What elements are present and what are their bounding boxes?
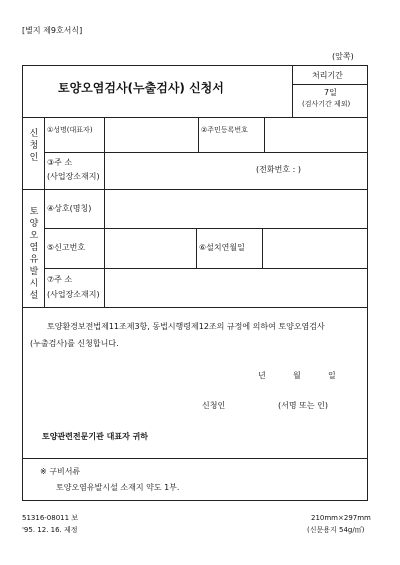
report-number-label: ⑤신고번호 [47,243,86,252]
date-month: 월 [293,371,301,380]
footer-paper: (신문용지 54g/㎡) [307,526,365,534]
footer-code: 51316-08011 보 [22,514,79,522]
resident-number-label: ②주민등록번호 [201,126,248,134]
date-day: 일 [328,371,336,380]
signature-label: 신청인 [202,401,226,410]
statement-line-1: 토양환경보전법제11조제3항, 동법시행령제12조의 규정에 의하여 토양오염검사 [47,322,325,331]
phone-label: (전화번호 : ) [256,165,301,174]
side-label: (앞쪽) [332,52,354,61]
trade-name-label: ④상호(명칭) [47,204,92,213]
processing-label: 처리기간 [312,71,343,80]
facility-address-label: ⑦주 소 [47,275,73,284]
processing-note: (검사기간 제외) [302,100,351,108]
date-year: 년 [258,371,266,380]
install-date-label: ⑥설치연월일 [199,243,245,252]
address-sublabel: (사업장소재지) [47,172,100,181]
recipient: 토양관련전문기관 대표자 귀하 [42,432,149,441]
signature-note: (서명 또는 인) [278,401,328,410]
facility-address-sublabel: (사업장소재지) [47,290,100,299]
documents-label: ※ 구비서류 [40,467,81,476]
footer-date: '95. 12. 16. 제정 [22,526,78,534]
documents-item: 토양오염유발시설 소재지 약도 1부. [56,483,180,492]
applicant-section-label: 신청인 [29,129,39,163]
address-label: ③주 소 [47,158,73,167]
statement-line-2: (누출검사)를 신청합니다. [30,339,119,348]
processing-value: 7일 [324,88,337,97]
name-label: ①성명(대표자) [47,126,93,134]
form-number: [별지 제9호서식] [22,26,83,35]
facility-section-label: 토양오염유발시설 [29,207,39,301]
form-title: 토양오염검사(누출검사) 신청서 [58,81,224,95]
footer-size: 210mm×297mm [311,514,371,522]
